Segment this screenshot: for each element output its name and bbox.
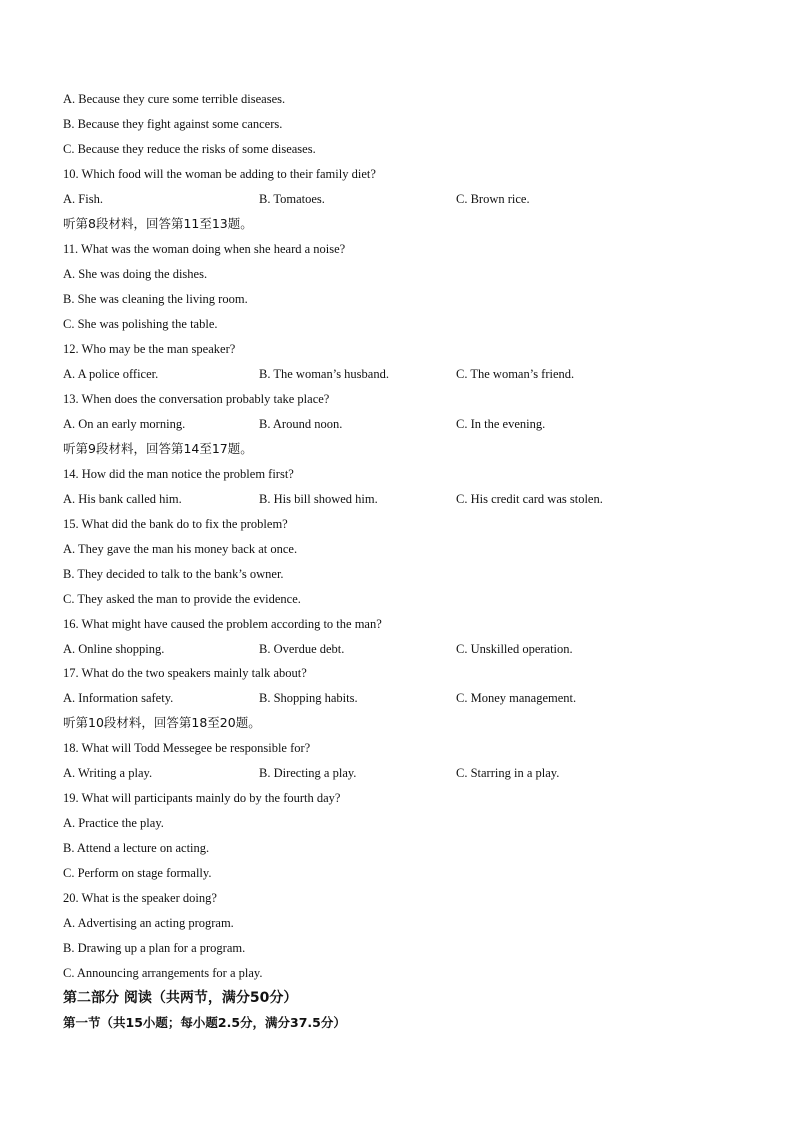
q18-option-a: A. Writing a play. [63, 766, 153, 780]
q16-option-a: A. Online shopping. [63, 642, 165, 656]
q15-question: 15. What did the bank do to fix the problem? [63, 517, 288, 531]
q16-option-c: C. Unskilled operation. [456, 642, 573, 656]
part-2-heading: 第二部分 阅读（共两节，满分50分） [63, 990, 298, 1006]
q11-question: 11. What was the woman doing when she heard a noise? [63, 242, 346, 256]
section-10-instruction: 听第10段材料，回答第18至20题。 [63, 715, 261, 730]
q18-option-c: C. Starring in a play. [456, 766, 560, 780]
q18-option-b: B. Directing a play. [259, 766, 357, 780]
q11-option-b: B. She was cleaning the living room. [63, 292, 248, 306]
q20-question: 20. What is the speaker doing? [63, 891, 217, 905]
q12-option-b: B. The woman’s husband. [259, 367, 389, 381]
q10-option-b: B. Tomatoes. [259, 192, 325, 206]
q19-option-c: C. Perform on stage formally. [63, 866, 212, 880]
q20-option-a: A. Advertising an acting program. [63, 916, 234, 930]
q12-option-c: C. The woman’s friend. [456, 367, 575, 381]
q9-option-b: B. Because they fight against some cancers. [63, 117, 283, 131]
q19-option-a: A. Practice the play. [63, 816, 164, 830]
q20-option-b: B. Drawing up a plan for a program. [63, 941, 246, 955]
q10-question: 10. Which food will the woman be adding to their family diet? [63, 167, 376, 181]
q15-option-c: C. They asked the man to provide the evidence. [63, 592, 301, 606]
q9-option-c: C. Because they reduce the risks of some diseases. [63, 142, 316, 156]
q15-option-b: B. They decided to talk to the bank’s owner. [63, 567, 284, 581]
q14-option-a: A. His bank called him. [63, 492, 182, 506]
q19-option-b: B. Attend a lecture on acting. [63, 841, 210, 855]
q16-question: 16. What might have caused the problem according to the man? [63, 617, 382, 631]
q17-option-a: A. Information safety. [63, 691, 174, 705]
q14-option-c: C. His credit card was stolen. [456, 492, 603, 506]
q17-question: 17. What do the two speakers mainly talk about? [63, 666, 307, 680]
q17-option-c: C. Money management. [456, 691, 577, 705]
q13-option-c: C. In the evening. [456, 417, 546, 431]
q10-option-a: A. Fish. [63, 192, 103, 206]
q9-option-a: A. Because they cure some terrible diseases. [63, 92, 286, 106]
q17-option-b: B. Shopping habits. [259, 691, 358, 705]
q14-question: 14. How did the man notice the problem first? [63, 467, 294, 481]
q13-option-b: B. Around noon. [259, 417, 343, 431]
part-2-section-1-heading: 第一节（共15小题；每小题2.5分，满分37.5分） [63, 1015, 346, 1030]
q15-option-a: A. They gave the man his money back at once. [63, 542, 298, 556]
q13-option-a: A. On an early morning. [63, 417, 186, 431]
q13-question: 13. When does the conversation probably take place? [63, 392, 330, 406]
q10-option-c: C. Brown rice. [456, 192, 530, 206]
q11-option-c: C. She was polishing the table. [63, 317, 218, 331]
q16-option-b: B. Overdue debt. [259, 642, 345, 656]
q14-option-b: B. His bill showed him. [259, 492, 378, 506]
q19-question: 19. What will participants mainly do by the fourth day? [63, 791, 341, 805]
q12-option-a: A. A police officer. [63, 367, 159, 381]
q11-option-a: A. She was doing the dishes. [63, 267, 208, 281]
q20-option-c: C. Announcing arrangements for a play. [63, 966, 263, 980]
section-9-instruction: 听第9段材料，回答第14至17题。 [63, 441, 253, 456]
q12-question: 12. Who may be the man speaker? [63, 342, 236, 356]
q18-question: 18. What will Todd Messegee be responsible for? [63, 741, 311, 755]
section-8-instruction: 听第8段材料，回答第11至13题。 [63, 216, 253, 231]
